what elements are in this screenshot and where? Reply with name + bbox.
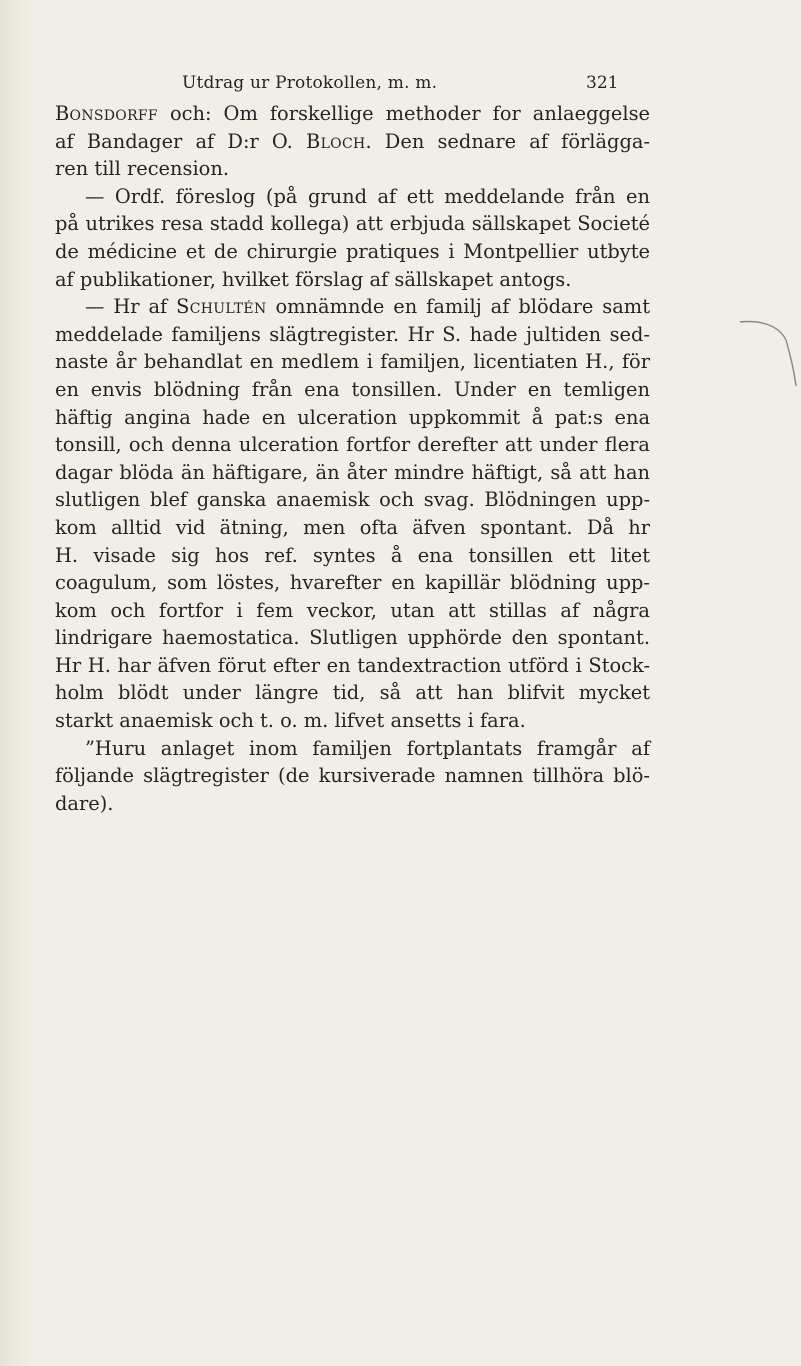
text-line: coagulum, som löstes, hvarefter en kapillär blödning upp- <box>55 571 650 595</box>
text-line: — Hr af Schultén omnämnde en familj af blödare samt <box>85 295 650 319</box>
text-line: en envis blödning från ena tonsillen. Under en temligen <box>55 377 650 401</box>
text-line: de médicine et de chirurgie pratiques i Montpellier utbyte <box>55 239 650 263</box>
text-line: H. visade sig hos ref. syntes å ena tonsillen ett litet <box>55 543 650 567</box>
text-line: tonsill, och denna ulceration fortfor derefter att under flera <box>55 433 650 457</box>
page-number: 321 <box>586 73 619 93</box>
body-text <box>55 100 650 817</box>
text-line: af publikationer, hvilket förslag af sällskapet antogs. <box>55 267 572 291</box>
text-line: — Ordf. föreslog (på grund af ett meddelande från en <box>85 184 650 208</box>
text-line: af Bandager af D:r O. Bloch. Den sednare af förlägga- <box>55 129 650 153</box>
text-line: följande slägtregister (de kursiverade namnen tillhöra blö- <box>55 764 650 788</box>
text-line: lindrigare haemostatica. Slutligen upphörde den spontant. <box>55 626 650 650</box>
text-line: dagar blöda än häftigare, än åter mindre häftigt, så att han <box>55 460 650 484</box>
text-line: holm blödt under längre tid, så att han blifvit mycket <box>55 681 650 705</box>
running-head-title: Utdrag ur Protokollen, m. m. <box>182 73 438 93</box>
text-line: på utrikes resa stadd kollega) att erbjuda sällskapet Societé <box>55 212 650 236</box>
text-line: ”Huru anlaget inom familjen fortplantats framgår af <box>85 736 650 760</box>
text-line: naste år behandlat en medlem i familjen, licentiaten H., för <box>55 350 650 374</box>
text-line: ren till recension. <box>55 157 230 181</box>
running-head <box>0 73 801 97</box>
text-line: häftig angina hade en ulceration uppkommit å pat:s ena <box>55 405 650 429</box>
text-line: starkt anaemisk och t. o. m. lifvet ansetts i fara. <box>55 709 526 733</box>
text-line: meddelade familjens slägtregister. Hr S. hade jultiden sed- <box>55 322 650 346</box>
text-line: Bonsdorff och: Om forskellige methoder for anlaeggelse <box>55 102 650 125</box>
text-line: Hr H. har äfven förut efter en tandextraction utförd i Stock- <box>55 653 650 677</box>
text-line: slutligen blef ganska anaemisk och svag. Blödningen upp- <box>55 488 650 512</box>
text-line: kom alltid vid ätning, men ofta äfven spontant. Då hr <box>55 515 650 539</box>
text-line: kom och fortfor i fem veckor, utan att stillas af några <box>55 598 650 622</box>
page-edge-shadow <box>0 0 30 1366</box>
margin-pencil-mark <box>738 318 798 388</box>
text-line: dare). <box>55 791 114 815</box>
